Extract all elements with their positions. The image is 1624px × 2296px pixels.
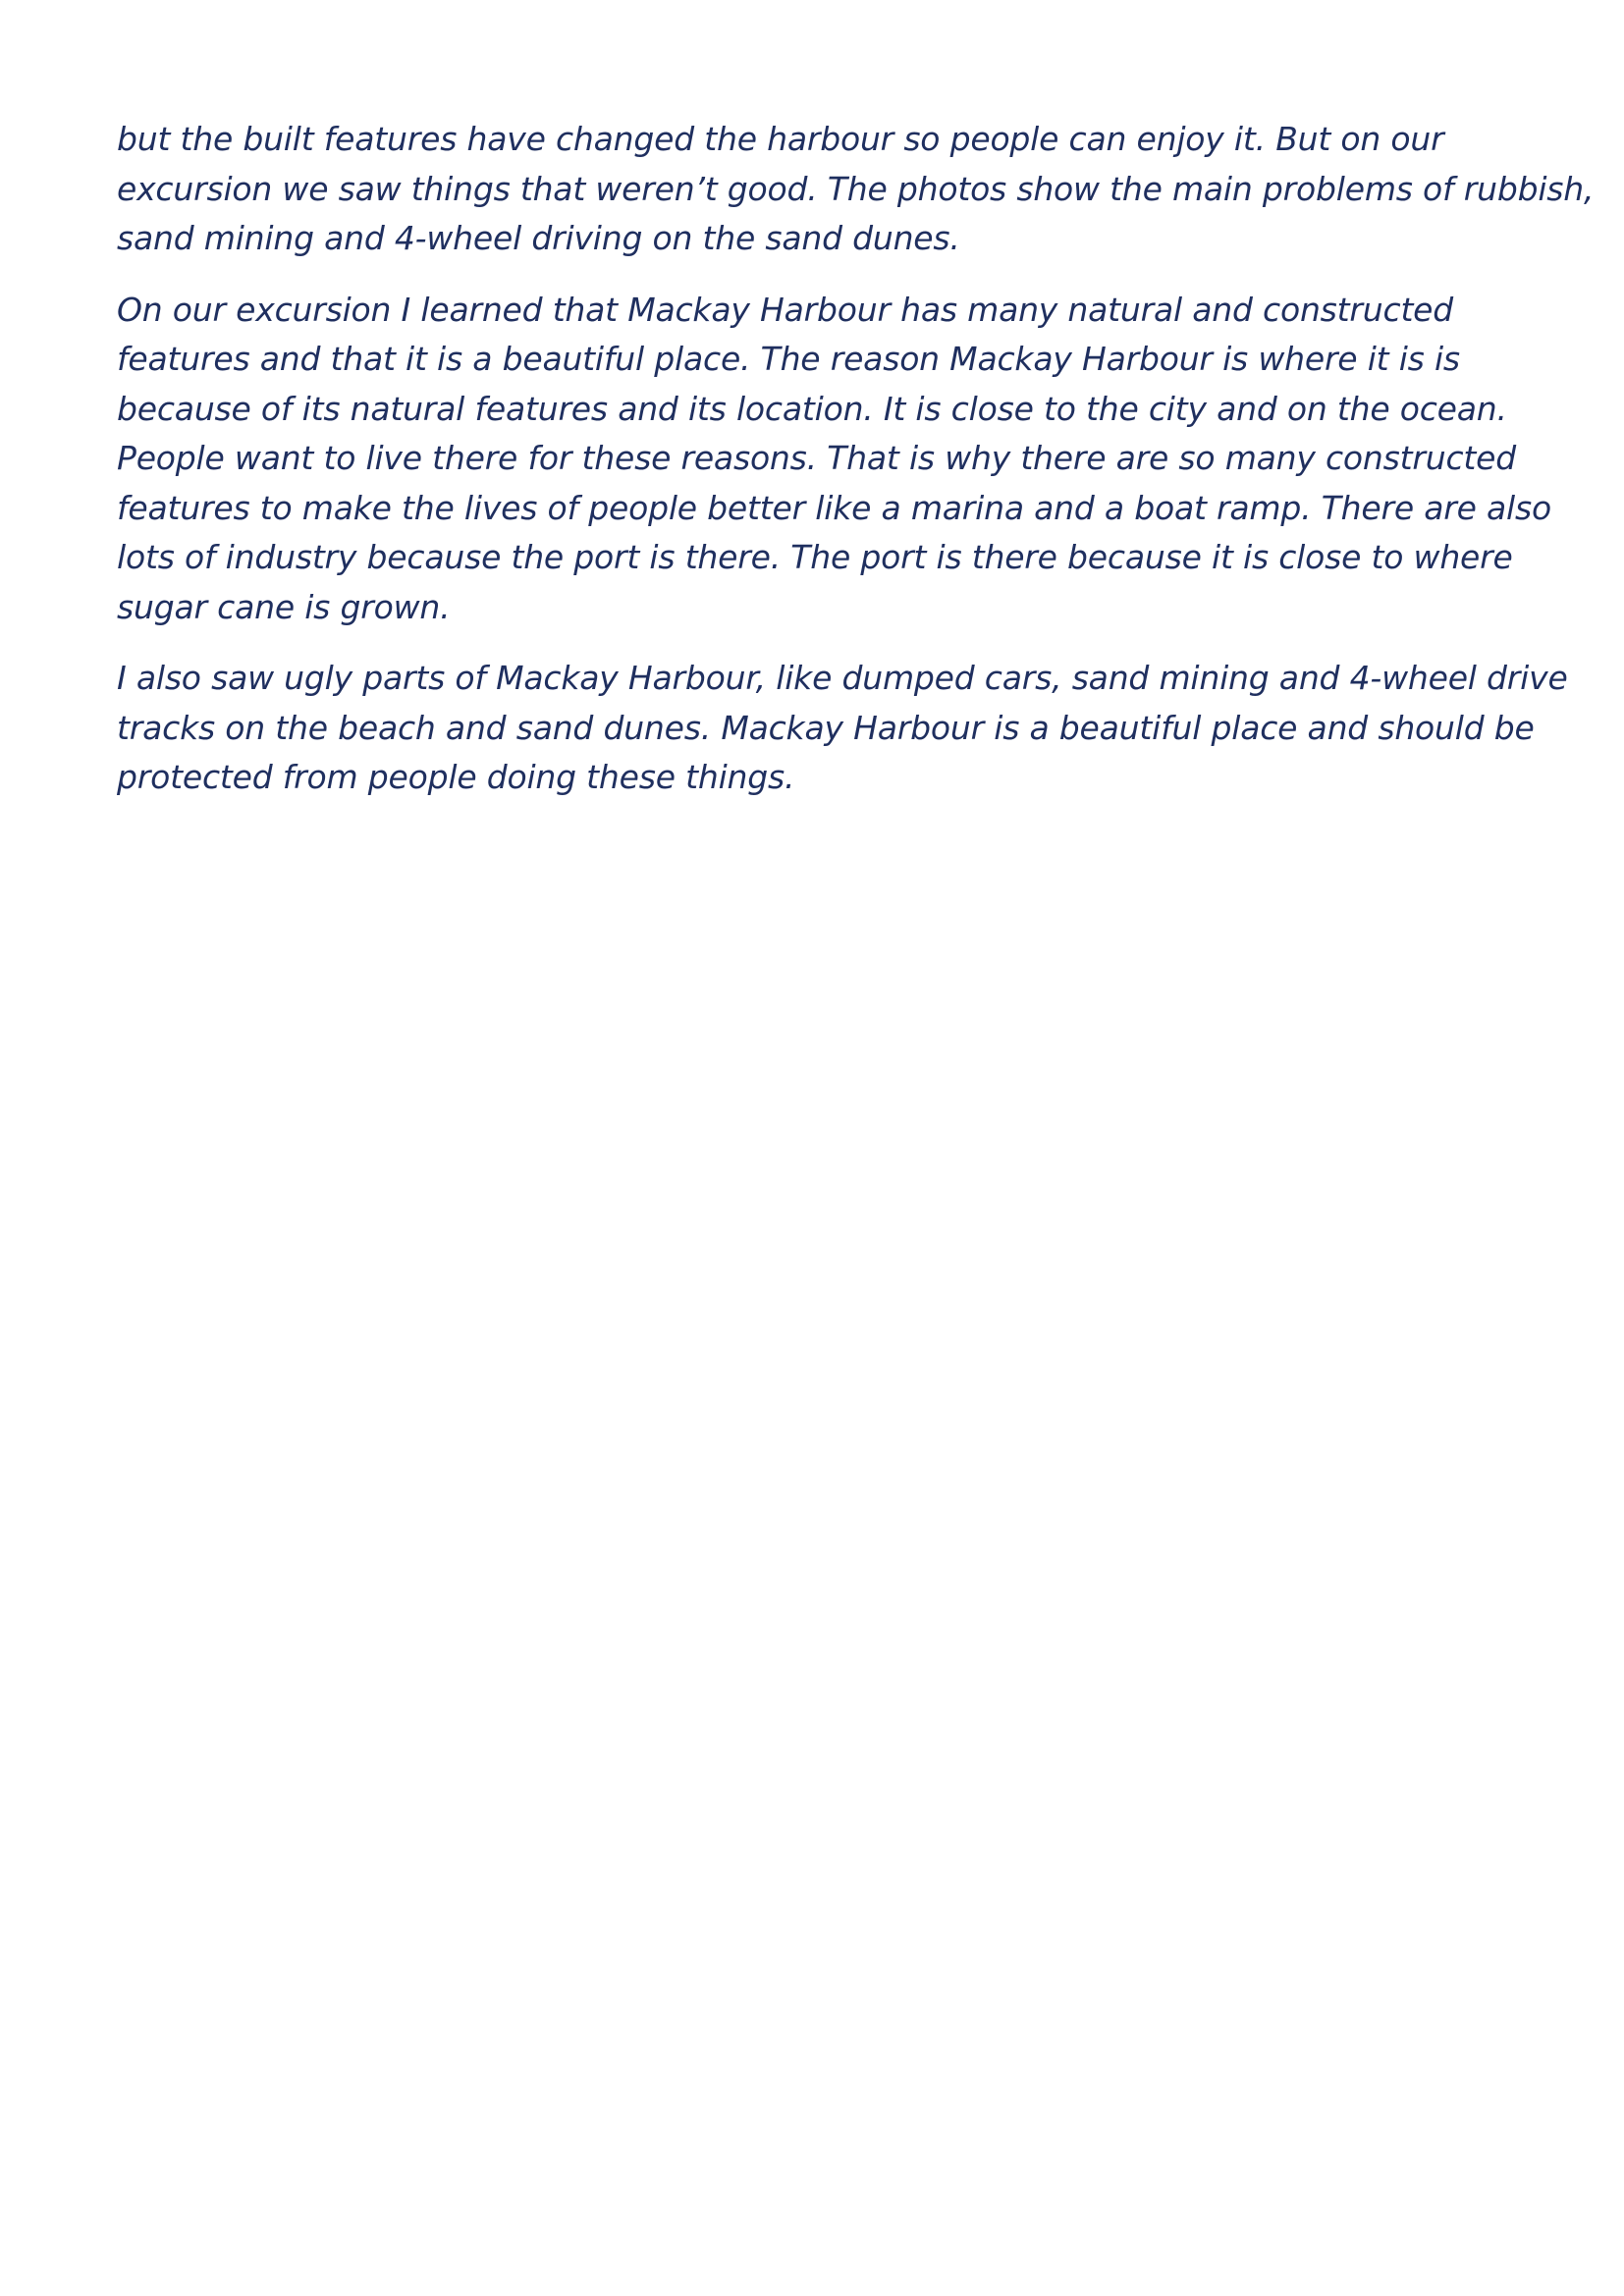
paragraph-3 (117, 654, 1568, 803)
paragraph-line: On our excursion I learned that Mackay Harbour has many natural and constructed (117, 290, 1454, 329)
paragraph-line: sand mining and 4-wheel driving on the sand dunes. (117, 219, 960, 257)
paragraph-1 (117, 115, 1595, 264)
paragraph-line: tracks on the beach and sand dunes. Mackay Harbour is a beautiful place and should be (117, 708, 1535, 747)
paragraph-line: protected from people doing these things. (117, 758, 795, 796)
paragraph-line: features to make the lives of people better like a marina and a boat ramp. There are also (117, 488, 1551, 527)
paragraph-line: but the built features have changed the harbour so people can enjoy it. But on our (117, 120, 1444, 158)
paragraph-line: People want to live there for these reasons. That is why there are so many constructed (117, 439, 1516, 477)
document-body (117, 115, 1595, 825)
paragraph-line: I also saw ugly parts of Mackay Harbour, like dumped cars, sand mining and 4-wheel drive (117, 659, 1568, 697)
paragraph-line: sugar cane is grown. (117, 587, 451, 626)
paragraph-2 (117, 286, 1551, 633)
paragraph-line: lots of industry because the port is there. The port is there because it is close to where (117, 538, 1513, 576)
paragraph-line: excursion we saw things that weren’t good. The photos show the main problems of rubbish, (117, 169, 1595, 208)
paragraph-line: because of its natural features and its location. It is close to the city and on the ocean. (117, 389, 1507, 428)
paragraph-line: features and that it is a beautiful place. The reason Mackay Harbour is where it is is (117, 340, 1460, 378)
